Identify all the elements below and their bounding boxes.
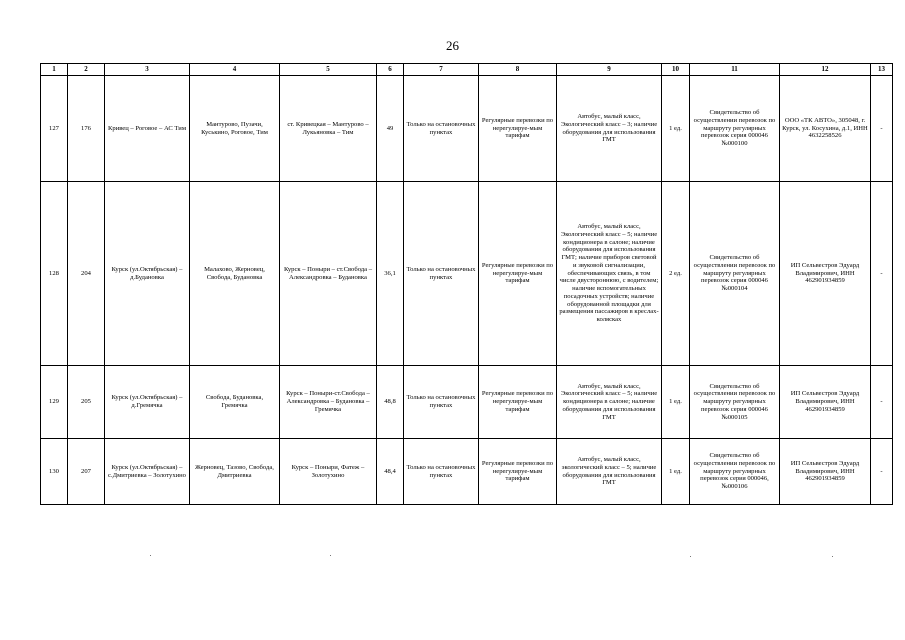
scan-speck [832,556,833,557]
cell-vehicle-count: 1 ед. [662,439,690,505]
cell-transport-type: Регулярные перевозки по нерегулируе-мым тарифам [479,366,557,439]
header-cell: 3 [105,64,190,76]
cell-route-number: 207 [68,439,105,505]
header-cell: 12 [780,64,871,76]
cell-route-name: Курск (ул.Октябрьская) – с.Дмитриевка – Золотухино [105,439,190,505]
cell-carrier: ИП Сельвестров Эдуард Владимирович, ИНН 462901934859 [780,182,871,366]
header-cell: 8 [479,64,557,76]
cell-length: 49 [377,76,404,182]
table-row [41,76,893,182]
cell-boarding-order: Только на остановочных пунктах [404,366,479,439]
cell-streets: Курск – Поныри-ст.Свобода – Александровка – Будановка – Гремячка [280,366,377,439]
cell-vehicle-count: 2 ед. [662,182,690,366]
cell-vehicle-characteristics: Автобус, малый класс, Экологический класс – 5; наличие кондиционера в салоне; наличие оборудования для использования ГМТ [557,366,662,439]
header-cell: 13 [871,64,893,76]
cell-intermediate-stops: Малахово, Жерновец, Свобода, Будановка [190,182,280,366]
cell-transport-type: Регулярные перевозки по нерегулируе-мым тарифам [479,439,557,505]
cell-registry-number: 129 [41,366,68,439]
cell-vehicle-count: 1 ед. [662,76,690,182]
scan-speck [690,556,691,557]
cell-route-name: Курск (ул.Октябрьская) – д.Будановка [105,182,190,366]
table-row [41,366,893,439]
cell-certificate: Свидетельство об осуществлении перевозок по маршруту регулярных перевозок серия 000046 №000104 [690,182,780,366]
cell-transport-type: Регулярные перевозки по нерегулируе-мым тарифам [479,76,557,182]
table-row [41,182,893,366]
cell-notes: - [871,366,893,439]
cell-registry-number: 130 [41,439,68,505]
cell-carrier: ИП Сельвестров Эдуард Владимирович, ИНН 462901934859 [780,366,871,439]
cell-certificate: Свидетельство об осуществлении перевозок по маршруту регулярных перевозок серия 000046 №000100 [690,76,780,182]
cell-boarding-order: Только на остановочных пунктах [404,439,479,505]
cell-streets: ст. Кривецкая – Мантурово – Лукьяновка – Тим [280,76,377,182]
header-cell: 2 [68,64,105,76]
cell-certificate: Свидетельство об осуществлении перевозок по маршруту регулярных перевозок серия 000046, №000106 [690,439,780,505]
page-number: 26 [446,38,459,53]
header-cell: 5 [280,64,377,76]
cell-length: 48,4 [377,439,404,505]
header-cell: 7 [404,64,479,76]
cell-length: 48,8 [377,366,404,439]
header-cell: 10 [662,64,690,76]
cell-length: 36,1 [377,182,404,366]
cell-certificate: Свидетельство об осуществлении перевозок по маршруту регулярных перевозок серия 000046 №000105 [690,366,780,439]
cell-intermediate-stops: Свобода, Будановка, Гремячка [190,366,280,439]
route-registry-table [40,63,893,505]
cell-notes: - [871,182,893,366]
cell-boarding-order: Только на остановочных пунктах [404,182,479,366]
cell-streets: Курск – Поныри – ст.Свобода – Александровка – Будановка [280,182,377,366]
cell-intermediate-stops: Мантурово, Пузачи, Куськино, Роговое, Тим [190,76,280,182]
scan-speck [150,555,151,556]
cell-notes: - [871,439,893,505]
cell-streets: Курск – Поныри, Фатеж – Золотухино [280,439,377,505]
cell-carrier: ООО «ТК АВТО», 305048, г. Курск, ул. Косухина, д.1, ИНН 4632258526 [780,76,871,182]
cell-route-number: 204 [68,182,105,366]
header-cell: 11 [690,64,780,76]
scan-speck [330,555,331,556]
cell-route-number: 205 [68,366,105,439]
cell-boarding-order: Только на остановочных пунктах [404,76,479,182]
cell-route-name: Курск (ул.Октябрьская) – д.Гремячка [105,366,190,439]
cell-registry-number: 127 [41,76,68,182]
table-row [41,439,893,505]
cell-vehicle-count: 1 ед. [662,366,690,439]
cell-intermediate-stops: Жерновец, Тазово, Свобода, Дмитриевка [190,439,280,505]
table-header-row [41,64,893,76]
cell-route-name: Кривец – Роговое – АС Тим [105,76,190,182]
header-cell: 1 [41,64,68,76]
cell-vehicle-characteristics: Автобус, малый класс, Экологический класс – 5; наличие кондиционера в салоне; наличие оборудования для использования ГМТ; наличие приборов световой и звуковой сигнализации, обеспечивающих связь, в том числе двустороннюю, с водителем; наличие вспомогательных посадочных устройств; наличие оборудованной площадки для размещения пассажиров в креслах-колясках [557,182,662,366]
header-cell: 9 [557,64,662,76]
cell-vehicle-characteristics: Автобус, малый класс, Экологический класс – 3; наличие оборудования для использования ГМТ [557,76,662,182]
cell-transport-type: Регулярные перевозки по нерегулируе-мым тарифам [479,182,557,366]
header-cell: 4 [190,64,280,76]
cell-carrier: ИП Сельвестров Эдуард Владимирович, ИНН 462901934859 [780,439,871,505]
cell-notes: - [871,76,893,182]
cell-registry-number: 128 [41,182,68,366]
header-cell: 6 [377,64,404,76]
cell-route-number: 176 [68,76,105,182]
cell-vehicle-characteristics: Автобус, малый класс, экологический класс – 5; наличие оборудования для использования ГМТ [557,439,662,505]
